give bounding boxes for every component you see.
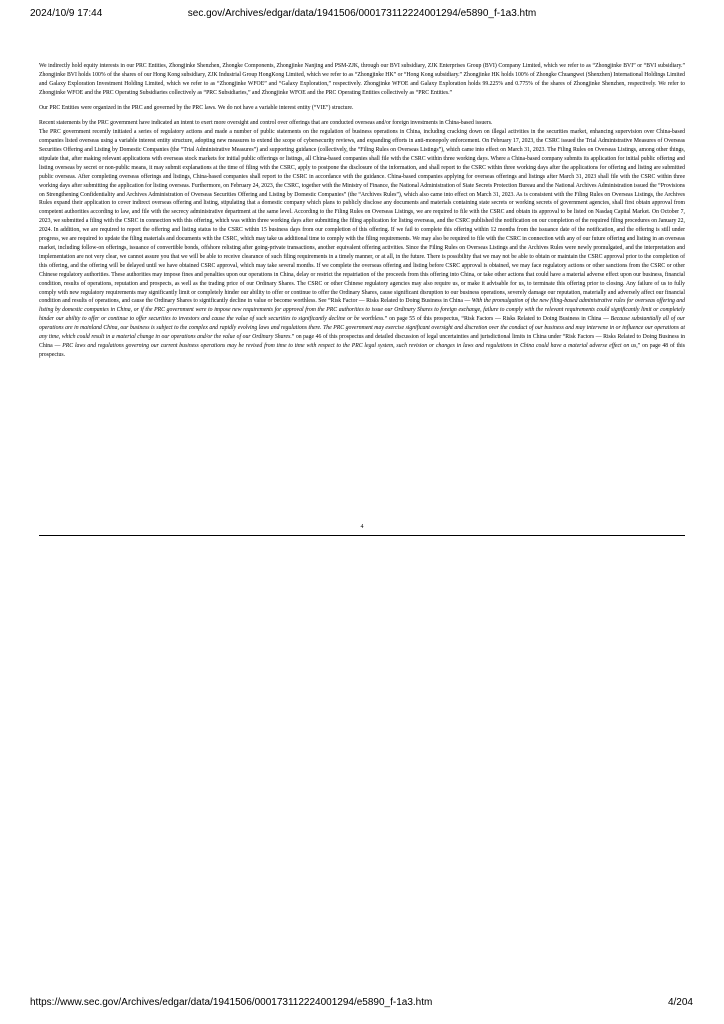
regulatory-text-main: The PRC government recently initiated a series of regulatory actions and made a number of public statements on the regulation of business operations in China, including cracking down on illegal activities in the securities market, enhancing supervision over China-based companies listed overseas using a variable interest entity structure, adopting new measures to extend the scope of cybersecurity reviews, and expanding efforts in anti-monopoly enforcement. On February 17, 2023, the CSRC issued the Trial Administrative Measures of Overseas Securities Offering and Listing by Domestic Companies (the “Trial Administrative Measures”) and supporting guidance (collectively, the “Filing Rules on Overseas Listings”), which came into effect on March 31, 2023. The Filing Rules on Overseas Listings, among other things, stipulate that, after making relevant applications with overseas stock markets for initial public offerings or listings, all China-based companies shall file with the CSRC within three working days. Where a China-based company submits its application for initial public offering and listing overseas by secret or non-public means, it may submit explanations at the time of filing with the CSRC, apply to postpone the disclosure of the information, and shall report to the CSRC within three working days after the applications for offering and listing are submitted public overseas. After completing overseas offerings and listings, China-based companies shall report to the CSRC in accordance with the guidance. China-based companies applying for overseas offerings and listings after March 31, 2023 shall file with the CSRC within three working days after submitting the application for listing overseas. Furthermore, on February 24, 2023, the CSRC, together with the Ministry of Finance, the National Administration of State Secrets Protection Bureau and the National Archives Administration issued the “Provisions on Strengthening Confidentiality and Archives Administration of Overseas Securities Offering and Listing by Domestic Companies” (the “Archives Rules”), which also came into effect on March 31, 2023. As is consistent with the Filing Rules on Overseas Listings, the Archives Rules expand their application to cover indirect overseas offering and listing, stipulating that a domestic company which plans to publicly disclose any documents and materials containing state secrets or working secrets of government agencies, shall first obtain approval from competent authorities according to law, and file with the secrecy administrative department at the same level. According to the Filing Rules on Overseas Listings, we are required to file with the CSRC and obtain its approval to be listed on Nasdaq Capital Market. On October 7, 2023, we submitted a filing with the CSRC in connection with this offering, which was within three working days after submitting the filing application for listing overseas, and the CSRC published the notification on our completion of the required filing procedures on January 22, 2024. In addition, we are required to report the offering and listing status to the CSRC within 15 business days from our completion of this offering. If we fail to complete this offering within 12 months from the issuance date of the notification, and the offering is still under progress, we are required to update the filing materials and documents with the CSRC, which may take us additional time to comply with the filing requirements. We may also be required to file with the CSRC in connection with any of our future offering and listing in an overseas market, including follow-on offerings, issuance of convertible bonds, offshore relisting after going-private transactions, another equivalent offering activities. Since the Filing Rules on Overseas Listings and the Archives Rules were newly promulgated, and the interpretation and implementation are not very clear, we cannot assure you that we will be able to receive clearance of such filing requirements in a timely manner, or at all, in the future. There is possibility that we may not be able to obtain or maintain the CSRC approval prior to the completion of this offering, and the offering will be delayed until we have obtained CSRC approval, which may take several months. If we complete the overseas offering and listing before CSRC approval is obtained, we may face regulatory actions or other sanctions from the CSRC or other Chinese regulatory authorities. These authorities may impose fines and penalties upon our operations in China, delay or restrict the repatriation of the proceeds from this offering into China, or take other actions that could have a material adverse effect upon our business, financial condition, results of operations, reputation and prospects, as well as the trading price of our Ordinary Shares. The CSRC or other Chinese regulatory agencies may also require us, or make it advisable for us, to terminate this offering prior to closing. Any failure of us to fully comply with new regulatory requirements may significantly limit or completely hinder our ability to offer or continue to offer the Ordinary Shares, cause significant disruption to our business operations, severely damage our reputation, materially and adversely affect our financial condition and results of operations, and cause the Ordinary Shares to significantly decline in value or become worthless. See “Risk Factor — Risks Related to Doing Business in China — — [39, 129, 685, 305]
document-body — [39, 62, 685, 366]
regulatory-text-page46: ” on page 46 of this prospectus and detailed discussion of legal uncertainties and jurisdictional limits in China under “Risk Factors — Risks Related to Doing Business in China — — [39, 334, 685, 349]
paragraph-holding-structure: We indirectly hold equity interests in our PRC Entities, Zhongjinke Shenzhen, Zhongke Components, Zhongjinke Nanjing and PSM-ZJK, through our BVI subsidiary, ZJK Enterprises Group (BVI) Company Limited, which we refer to as “Zhongjinke BVI” or “BVI subsidiary.” Zhongjinke BVI holds 100% of the shares of our Hong Kong subsidiary, ZJK Industrial Group HongKong Limited, which we refer to as “Zhongjinke HK” or “Hong Kong subsidiary.” Zhongjinke HK holds 100% of Zhongke Chuangwei (Shenzhen) International Holdings Limited and Galaxy Exploration Investment Holding Limited, which we refer to as “Zhongjinke WFOE” and “Galaxy Exploration,” respectively. Zhongjinke WFOE and Galaxy Exploration holds 99.225% and 0.775% of the shares of Zhongjinke Shenzhen, respectively. We refer to Zhongjinke WFOE and the PRC Operating Subsidiaries collectively as “PRC Subsidiaries,” and Zhongjinke WFOE and the PRC Operating Entities collectively as “PRC Entities.” — [39, 63, 685, 96]
paragraph-recent-statements: Recent statements by the PRC government have indicated an intent to exert more oversight and control over offerings that are conducted overseas and/or foreign investments in China-based issuers. — [39, 120, 493, 127]
print-page-count: 4/204 — [667, 997, 693, 1008]
regulatory-text-page55: ” on page 55 of this prospectus, “Risk Factors — Risks Related to Doing Business in China — — [384, 316, 609, 323]
risk-factor-title-laws: PRC laws and regulations governing our current business operations may be revised from time to time with respect to the PRC legal system, such revision or changes in laws and regulations in China could have a material adverse effect on us, — [60, 342, 638, 349]
paragraph-prc-entities: Our PRC Entities were organized in the PRC and governed by the PRC laws. We do not have a variable interest entity (“VIE”) structure. — [39, 105, 354, 112]
risk-factor-title-filing: With the promulgation of the new filing-based administrative rules for overseas offering and listing by domestic companies in China, or if the PRC government were to impose new requirements for approval from the PRC authorities to issue our Ordinary Shares to foreign exchange, failure to comply with the relevant requirements could significantly limit or completely hinder our ability to offer or continue to offer securities to investors and cause the value of such securities to significantly decline or be worthless. — [39, 298, 685, 323]
page-number: 4 — [360, 524, 364, 530]
risk-factor-title-operations: Because substantially all of our operations are in mainland China, our business is subject to the complex and rapidly evolving laws and regulations there. The PRC government may exercise significant oversight and discretion over the conduct of our business and may intervene in or influence our operations at any time, which could result in a material change in our operations and/or the value of our Ordinary Shares. — [39, 316, 685, 341]
print-footer — [0, 990, 724, 1024]
paragraph-regulatory-actions — [39, 128, 685, 360]
print-datetime: 2024/10/9 17:44 — [30, 8, 103, 19]
regulatory-text-page48: ” on page 48 of this prospectus. — [39, 342, 685, 358]
print-url: https://www.sec.gov/Archives/edgar/data/1941506/000173112224001294/e5890_f-1a3.htm — [30, 997, 433, 1008]
print-header — [0, 0, 724, 24]
page-divider — [39, 535, 685, 536]
print-page-title: sec.gov/Archives/edgar/data/1941506/000173112224001294/e5890_f-1a3.htm — [187, 8, 537, 19]
